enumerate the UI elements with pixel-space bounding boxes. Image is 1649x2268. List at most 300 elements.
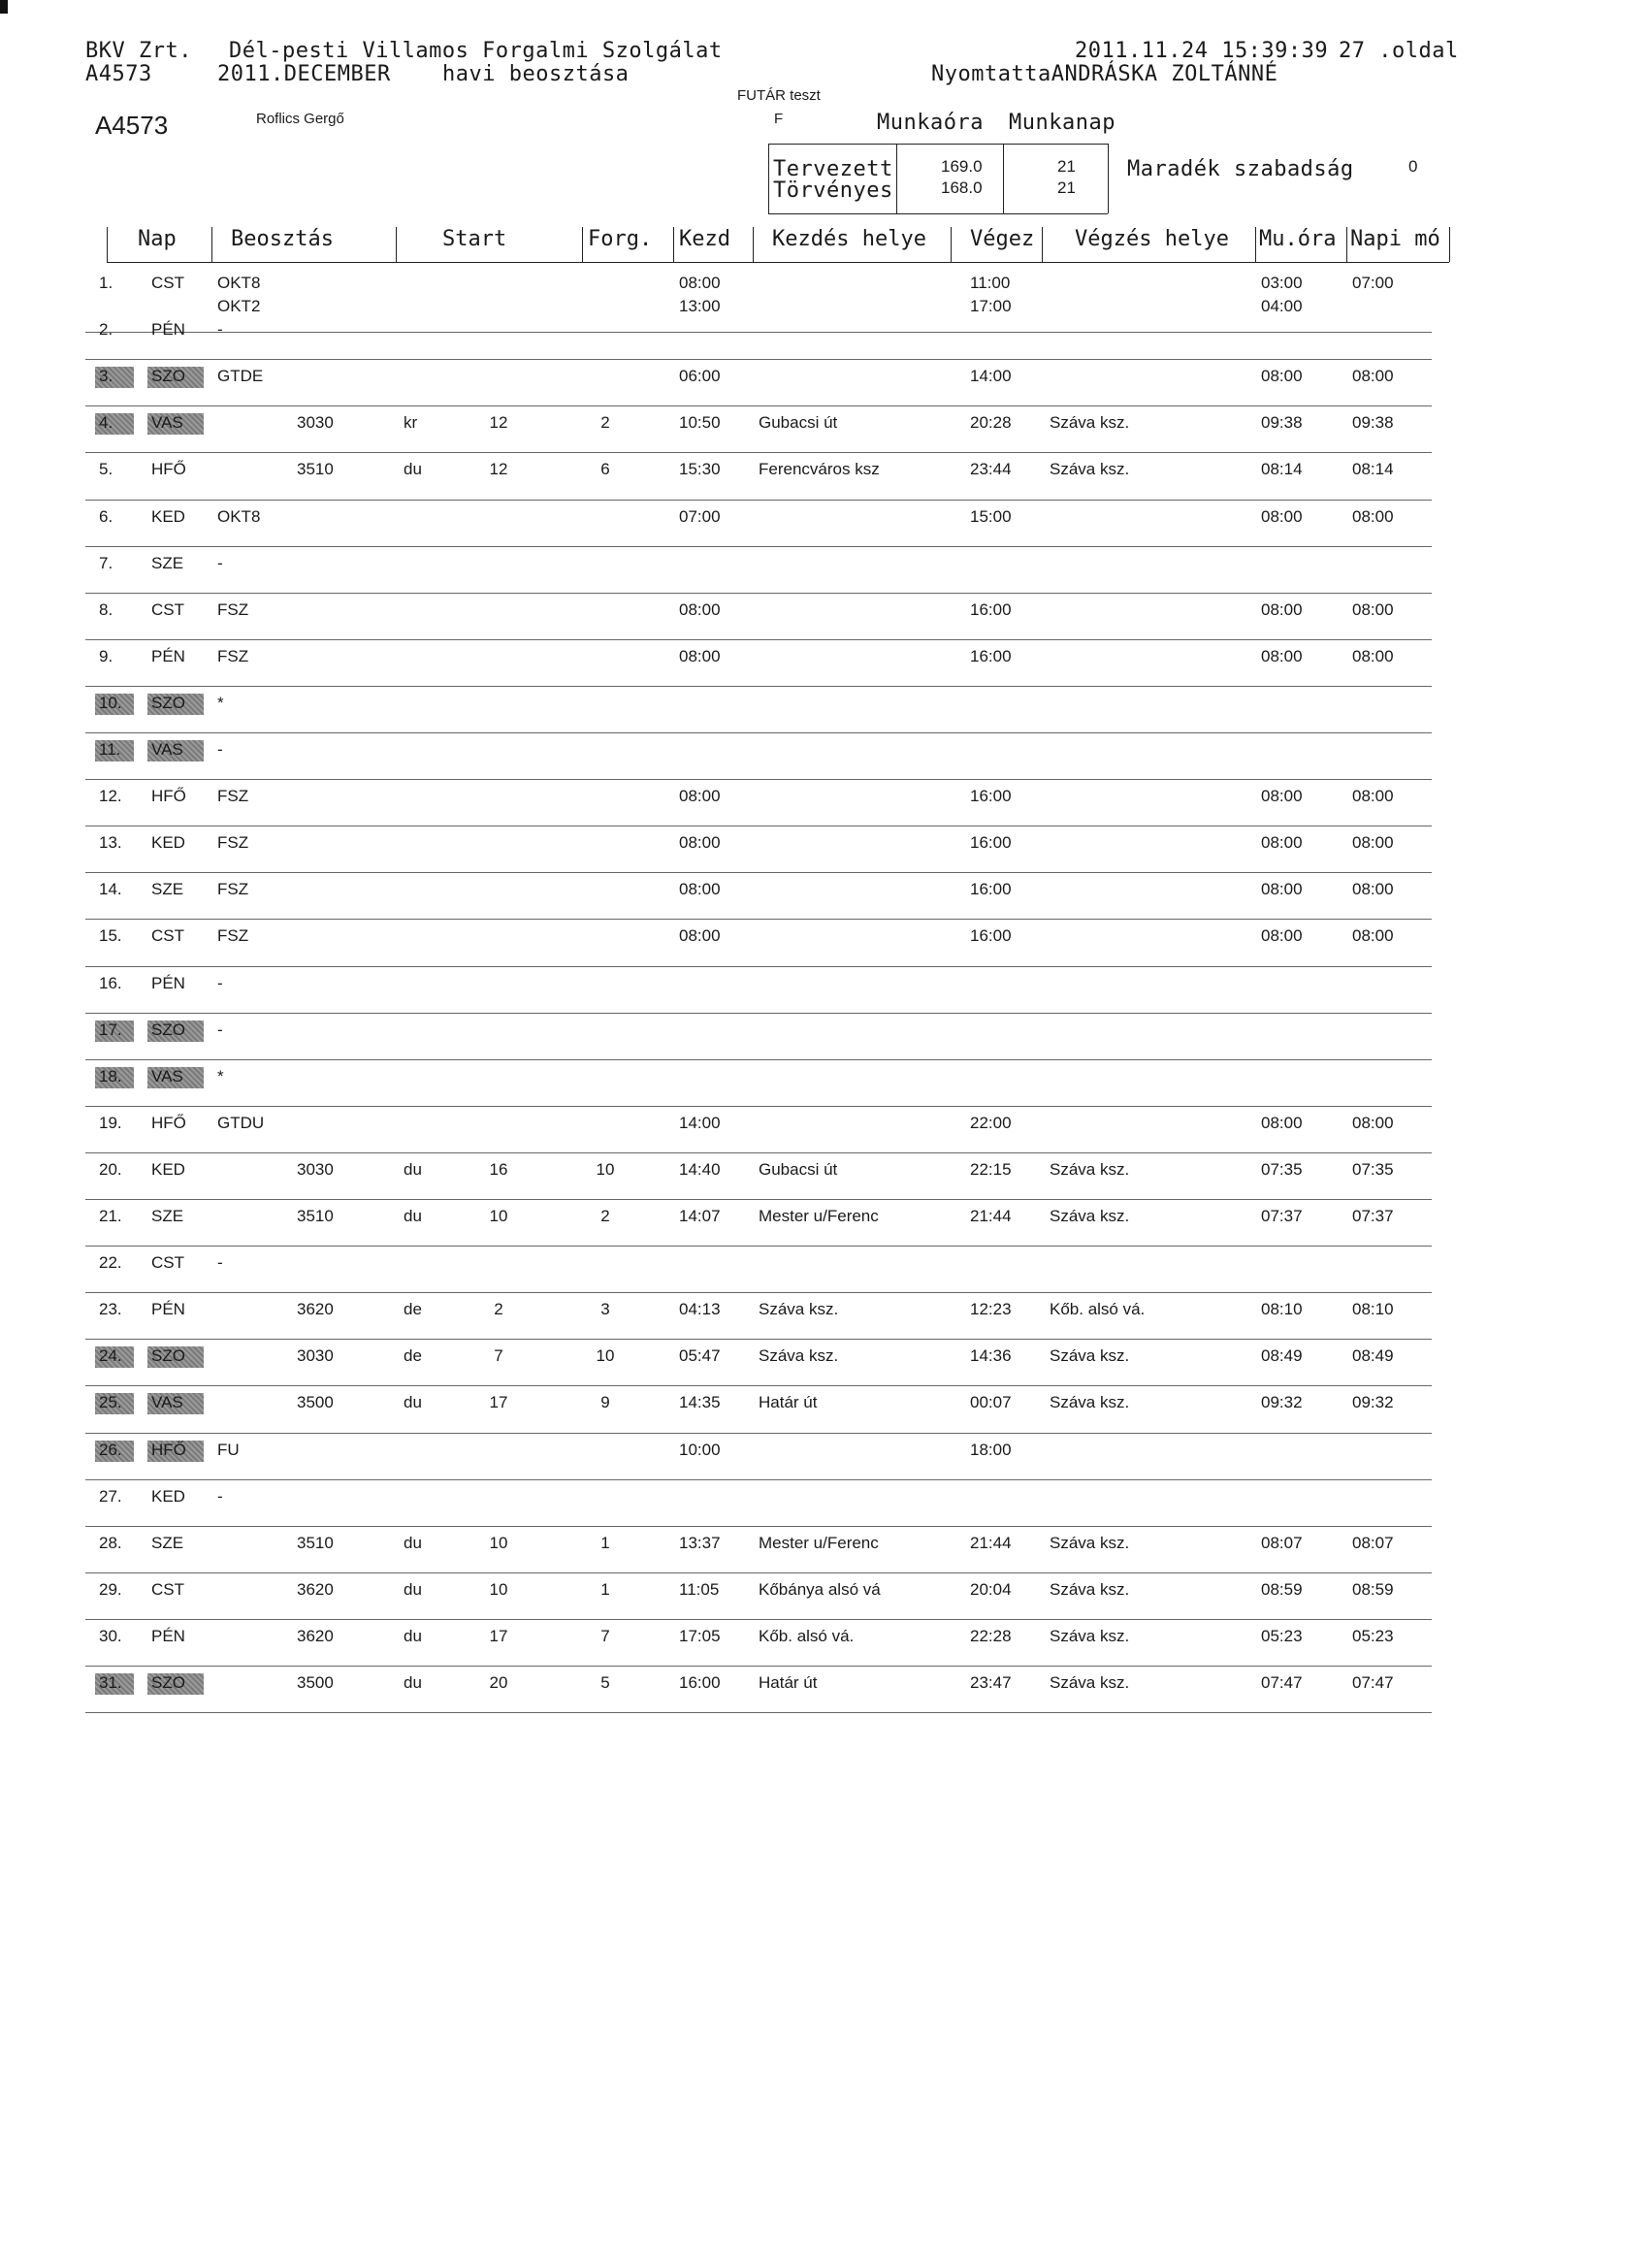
cell-napi-mo: 08:10 [1352, 1300, 1394, 1319]
cell-weekday: HFŐ [151, 787, 186, 806]
cell-mu-ora: 08:00 [1261, 367, 1303, 386]
row-separator [85, 1339, 1432, 1340]
cell-mu-ora: 07:37 [1261, 1207, 1303, 1225]
cell-kezdes-helye: Gubacsi út [759, 1159, 838, 1179]
cell-day-number: 20. [99, 1159, 122, 1179]
cell-vegez: 00:07 [970, 1393, 1012, 1412]
cell-kezd: 08:00 [679, 833, 721, 853]
cell-day-number: 19. [99, 1113, 122, 1132]
col-forg: Forg. [588, 227, 653, 251]
print-timestamp: 2011.11.24 15:39:39 [1075, 39, 1329, 63]
tervezett-nap: 21 [1057, 157, 1076, 176]
service-name: Dél-pesti Villamos Forgalmi Szolgálat [229, 39, 723, 63]
col-mu-ora: Mu.óra [1259, 227, 1337, 251]
row-separator [85, 1479, 1432, 1480]
cell-beosztas: OKT8 [217, 506, 261, 526]
cell-napi-mo: 07:37 [1352, 1207, 1394, 1225]
cell-start-number: 10 [489, 1579, 508, 1599]
cell-napi-mo: 07:47 [1352, 1673, 1394, 1692]
cell-vegzes-helye: Száva ksz. [1050, 1579, 1130, 1599]
cell-day-number: 27. [99, 1486, 122, 1506]
cell-forg: 10 [596, 1159, 615, 1179]
cell-vegez: 15:00 [970, 506, 1012, 526]
munkaora-label: Munkaóra [877, 111, 984, 135]
cell-napi-mo: 08:14 [1352, 460, 1394, 479]
cell-forg: 2 [600, 413, 610, 433]
cell-vegzes-helye: Száva ksz. [1050, 1346, 1130, 1366]
cell-kezd: 08:00 [679, 646, 721, 665]
cell-mu-ora: 09:32 [1261, 1393, 1303, 1412]
cell-start-number: 17 [489, 1626, 508, 1645]
cell-forg: 3 [600, 1300, 610, 1319]
cell-day-number: 11. [99, 740, 121, 759]
col-beosztas: Beosztás [231, 227, 334, 251]
cell-vegez: 16:00 [970, 599, 1012, 619]
cell-weekday: VAS [151, 1393, 183, 1412]
cell-day-number: 25. [99, 1393, 122, 1412]
cell-start-number: 10 [489, 1207, 508, 1225]
cell-weekday: SZO [151, 367, 185, 386]
cell-kezd: 08:00 [679, 926, 721, 946]
row-separator [85, 332, 1432, 333]
cell-kezd: 08:00 [679, 880, 721, 899]
cell-day-number: 31. [99, 1673, 122, 1692]
cell-weekday: SZE [151, 553, 184, 572]
col-vegzes-helye: Végzés helye [1075, 227, 1229, 251]
cell-beosztas: FSZ [217, 833, 249, 853]
cell-mu-ora: 08:00 [1261, 646, 1303, 665]
cell-mu-ora: 08:00 [1261, 787, 1303, 806]
cell-vegez: 14:36 [970, 1346, 1012, 1366]
cell-kezd: 14:00 [679, 1113, 721, 1132]
cell-start-route: 3030 [297, 1346, 334, 1366]
cell-napi-mo: 08:00 [1352, 646, 1394, 665]
cell-vegez: 12:23 [970, 1300, 1012, 1319]
cell-vegez: 11:00 [970, 274, 1011, 292]
cell-weekday: VAS [151, 413, 183, 433]
cell-napi-mo: 08:49 [1352, 1346, 1394, 1366]
row-separator [85, 1059, 1432, 1060]
cell-kezdes-helye: Ferencváros ksz [759, 460, 880, 479]
cell-weekday: VAS [151, 1066, 183, 1085]
cell-start-route: 3620 [297, 1579, 334, 1599]
cell-vegzes-helye: Száva ksz. [1050, 1673, 1130, 1692]
cell-mu-ora: 08:49 [1261, 1346, 1303, 1366]
cell-day-number: 10. [99, 693, 122, 712]
cell-kezd: 10:00 [679, 1440, 721, 1459]
cell-vegzes-helye: Kőb. alsó vá. [1050, 1300, 1146, 1319]
cell-kezdes-helye: Száva ksz. [759, 1346, 839, 1366]
cell-beosztas: - [217, 1486, 223, 1506]
cell-kezd: 08:00 [679, 599, 721, 619]
cell-weekday: PÉN [151, 646, 185, 665]
cell-weekday: KED [151, 506, 185, 526]
cell-vegzes-helye: Száva ksz. [1050, 1393, 1130, 1412]
cell-day-number: 15. [99, 926, 122, 946]
row-separator [85, 546, 1432, 547]
cell-kezd: 14:35 [679, 1393, 721, 1412]
cell-kezdes-helye: Kőb. alsó vá. [759, 1626, 855, 1645]
cell-weekday: PÉN [151, 1300, 185, 1319]
cell-start-number: 16 [489, 1159, 508, 1179]
cell-beosztas: - [217, 1253, 223, 1273]
cell-start-route: 3620 [297, 1300, 334, 1319]
cell-day-number: 7. [99, 553, 113, 572]
cell-kezd: 07:00 [679, 506, 721, 526]
cell-vegez: 16:00 [970, 926, 1012, 946]
cell-forg: 10 [596, 1346, 615, 1366]
cell-vegez: 21:44 [970, 1207, 1012, 1225]
cell-day-number: 16. [99, 973, 122, 992]
cell-weekday: CST [151, 1579, 184, 1599]
cell-kezd: 11:05 [679, 1579, 720, 1599]
cell-day-number: 21. [99, 1207, 122, 1225]
cell-start-shift: du [404, 1207, 422, 1225]
cell-napi-mo: 08:07 [1352, 1533, 1394, 1552]
cell-day-number: 4. [99, 413, 113, 433]
row-separator [85, 639, 1432, 640]
row-separator [85, 872, 1432, 873]
cell-start-route: 3510 [297, 460, 334, 479]
cell-mu-ora: 08:10 [1261, 1300, 1303, 1319]
cell-napi-mo: 08:00 [1352, 926, 1394, 946]
page-number: 27 .oldal [1339, 39, 1459, 63]
cell-vegzes-helye: Száva ksz. [1050, 413, 1130, 433]
cell-forg: 1 [600, 1579, 610, 1599]
cell-weekday: SZO [151, 693, 185, 712]
cell-weekday: SZE [151, 880, 184, 899]
cell-beosztas: - [217, 973, 223, 992]
cell-mu-ora: 07:47 [1261, 1673, 1303, 1692]
cell-start-shift: du [404, 1533, 422, 1552]
cell-mu-ora: 08:07 [1261, 1533, 1303, 1552]
cell-vegzes-helye: Száva ksz. [1050, 460, 1130, 479]
torvenyes-label: Törvényes [773, 178, 893, 203]
cell-kezd: 14:07 [679, 1207, 721, 1225]
scan-mark [0, 0, 8, 14]
cell-day-number: 17. [99, 1020, 122, 1039]
cell-mu-ora-2: 04:00 [1261, 297, 1303, 315]
cell-start-route: 3510 [297, 1207, 334, 1225]
cell-kezdes-helye: Határ út [759, 1393, 818, 1412]
cell-mu-ora: 08:00 [1261, 833, 1303, 853]
cell-mu-ora: 08:00 [1261, 1113, 1303, 1132]
cell-day-number: 12. [99, 787, 122, 806]
cell-weekday: SZO [151, 1346, 185, 1366]
cell-day-number: 3. [99, 367, 113, 386]
cell-mu-ora: 08:00 [1261, 506, 1303, 526]
cell-vegzes-helye: Száva ksz. [1050, 1207, 1130, 1225]
cell-beosztas: FSZ [217, 880, 249, 899]
cell-beosztas: GTDE [217, 367, 264, 386]
cell-vegez: 21:44 [970, 1533, 1012, 1552]
cell-kezdes-helye: Gubacsi út [759, 413, 838, 433]
col-kezdes-helye: Kezdés helye [772, 227, 926, 251]
cell-beosztas: - [217, 553, 223, 572]
cell-weekday: HFŐ [151, 1440, 186, 1459]
cell-start-number: 20 [489, 1673, 508, 1692]
cell-vegez-2: 17:00 [970, 297, 1012, 315]
cell-napi-mo: 08:59 [1352, 1579, 1394, 1599]
cell-day-number: 9. [99, 646, 113, 665]
row-separator [85, 452, 1432, 453]
row-separator [85, 1385, 1432, 1386]
col-vegez: Végez [970, 227, 1035, 251]
row-separator [85, 779, 1432, 780]
cell-forg: 9 [600, 1393, 610, 1412]
row-separator [85, 1199, 1432, 1200]
cell-mu-ora: 08:59 [1261, 1579, 1303, 1599]
cell-kezd: 06:00 [679, 367, 721, 386]
cell-napi-mo: 08:00 [1352, 787, 1394, 806]
cell-mu-ora: 08:00 [1261, 926, 1303, 946]
schedule-label: havi beosztása [442, 62, 630, 86]
cell-vegzes-helye: Száva ksz. [1050, 1626, 1130, 1645]
cell-vegez: 18:00 [970, 1440, 1012, 1459]
cell-day-number: 26. [99, 1440, 122, 1459]
cell-mu-ora: 08:14 [1261, 460, 1303, 479]
cell-start-shift: de [404, 1300, 422, 1319]
cell-start-shift: de [404, 1346, 422, 1366]
row-separator [85, 966, 1432, 967]
row-separator [85, 593, 1432, 594]
row-separator [85, 1572, 1432, 1573]
cell-beosztas: GTDU [217, 1113, 265, 1132]
cell-day-number: 29. [99, 1579, 122, 1599]
row-separator [85, 500, 1432, 501]
cell-kezd: 15:30 [679, 460, 721, 479]
cell-kezdes-helye: Határ út [759, 1673, 818, 1692]
cell-beosztas: - [217, 740, 223, 759]
row-separator [85, 1013, 1432, 1014]
cell-day-number: 23. [99, 1300, 122, 1319]
cell-day-number: 6. [99, 506, 113, 526]
cell-napi-mo: 07:35 [1352, 1159, 1394, 1179]
cell-start-shift: du [404, 1626, 422, 1645]
cell-napi-mo: 08:00 [1352, 880, 1394, 899]
id-code: A4573 [85, 62, 152, 86]
cell-vegez: 14:00 [970, 367, 1012, 386]
cell-kezd: 04:13 [679, 1300, 721, 1319]
cell-kezd: 14:40 [679, 1159, 721, 1179]
f-label: F [774, 111, 784, 127]
month-label: 2011.DECEMBER [217, 62, 391, 86]
cell-day-number: 24. [99, 1346, 122, 1366]
cell-kezd: 13:37 [679, 1533, 721, 1552]
cell-day-number: 13. [99, 833, 122, 853]
cell-weekday: SZE [151, 1207, 184, 1225]
row-separator [85, 1152, 1432, 1153]
cell-start-shift: kr [404, 413, 418, 433]
cell-weekday: PÉN [151, 1626, 185, 1645]
cell-start-number: 2 [494, 1300, 503, 1319]
cell-vegzes-helye: Száva ksz. [1050, 1159, 1130, 1179]
cell-start-shift: du [404, 1159, 422, 1179]
cell-weekday: KED [151, 833, 185, 853]
cell-mu-ora: 03:00 [1261, 274, 1303, 292]
cell-napi-mo: 08:00 [1352, 367, 1394, 386]
cell-kezd-2: 13:00 [679, 297, 721, 315]
futar-label: FUTÁR teszt [737, 87, 821, 104]
cell-start-number: 10 [489, 1533, 508, 1552]
cell-vegez: 16:00 [970, 646, 1012, 665]
cell-day-number: 22. [99, 1253, 122, 1273]
tervezett-ora: 169.0 [941, 157, 983, 176]
cell-day-number: 2. [99, 320, 113, 340]
cell-napi-mo: 08:00 [1352, 599, 1394, 619]
cell-vegez: 23:44 [970, 460, 1012, 479]
cell-kezdes-helye: Mester u/Ferenc [759, 1207, 879, 1225]
cell-weekday: PÉN [151, 973, 185, 992]
cell-day-number: 30. [99, 1626, 122, 1645]
cell-mu-ora: 07:35 [1261, 1159, 1303, 1179]
cell-beosztas: FSZ [217, 926, 249, 946]
cell-start-route: 3500 [297, 1393, 334, 1412]
cell-kezdes-helye: Kőbánya alsó vá [759, 1579, 881, 1599]
cell-start-shift: du [404, 460, 422, 479]
cell-weekday: PÉN [151, 320, 185, 340]
cell-vegez: 20:28 [970, 413, 1012, 433]
col-start: Start [442, 227, 507, 251]
cell-beosztas: OKT8 [217, 274, 261, 292]
row-separator [85, 1292, 1432, 1293]
cell-start-route: 3500 [297, 1673, 334, 1692]
cell-kezd: 10:50 [679, 413, 721, 433]
row-separator [85, 1526, 1432, 1527]
cell-day-number: 18. [99, 1066, 122, 1085]
cell-vegez: 22:28 [970, 1626, 1012, 1645]
cell-vegez: 23:47 [970, 1673, 1012, 1692]
cell-day-number: 28. [99, 1533, 122, 1552]
cell-vegzes-helye: Száva ksz. [1050, 1533, 1130, 1552]
cell-beosztas: - [217, 1020, 223, 1039]
cell-beosztas: FU [217, 1440, 240, 1459]
cell-day-number: 14. [99, 880, 122, 899]
cell-start-shift: du [404, 1393, 422, 1412]
cell-weekday: CST [151, 926, 184, 946]
cell-start-number: 17 [489, 1393, 508, 1412]
cell-napi-mo: 05:23 [1352, 1626, 1394, 1645]
torvenyes-ora: 168.0 [941, 178, 983, 197]
cell-mu-ora: 09:38 [1261, 413, 1303, 433]
cell-forg: 5 [600, 1673, 610, 1692]
cell-napi-mo: 08:00 [1352, 506, 1394, 526]
row-separator [85, 1246, 1432, 1247]
cell-beosztas: * [217, 1066, 224, 1085]
col-kezd: Kezd [679, 227, 730, 251]
torvenyes-nap: 21 [1057, 178, 1076, 197]
cell-weekday: CST [151, 274, 184, 292]
cell-kezd: 17:05 [679, 1626, 721, 1645]
cell-forg: 1 [600, 1533, 610, 1552]
cell-beosztas: FSZ [217, 787, 249, 806]
row-separator [85, 732, 1432, 733]
cell-start-number: 12 [489, 413, 508, 433]
row-separator [85, 1619, 1432, 1620]
printed-by: NyomtattaANDRÁSKA ZOLTÁNNÉ [931, 62, 1278, 86]
cell-vegez: 16:00 [970, 880, 1012, 899]
cell-vegez: 16:00 [970, 833, 1012, 853]
cell-weekday: HFŐ [151, 460, 186, 479]
cell-napi-mo: 09:32 [1352, 1393, 1394, 1412]
cell-beosztas: FSZ [217, 599, 249, 619]
cell-start-route: 3030 [297, 1159, 334, 1179]
maradek-value: 0 [1408, 157, 1418, 176]
cell-vegez: 16:00 [970, 787, 1012, 806]
row-separator [85, 405, 1432, 406]
cell-forg: 2 [600, 1207, 610, 1225]
cell-vegez: 22:15 [970, 1159, 1012, 1179]
cell-kezd: 16:00 [679, 1673, 721, 1692]
company-name: BKV Zrt. [85, 39, 192, 63]
cell-kezdes-helye: Mester u/Ferenc [759, 1533, 879, 1552]
cell-beosztas: FSZ [217, 646, 249, 665]
munkanap-label: Munkanap [1009, 111, 1116, 135]
row-separator [85, 1712, 1432, 1713]
cell-weekday: VAS [151, 740, 183, 759]
employee-name: Roflics Gergő [256, 111, 344, 127]
cell-weekday: HFŐ [151, 1113, 186, 1132]
cell-start-shift: du [404, 1673, 422, 1692]
cell-kezdes-helye: Száva ksz. [759, 1300, 839, 1319]
id-big: A4573 [95, 111, 169, 140]
cell-mu-ora: 05:23 [1261, 1626, 1303, 1645]
row-separator [85, 686, 1432, 687]
cell-vegez: 22:00 [970, 1113, 1012, 1132]
maradek-label: Maradék szabadság [1127, 157, 1354, 181]
col-napi-mo: Napi mó [1350, 227, 1440, 251]
tervezett-label: Tervezett [773, 157, 893, 181]
cell-napi-mo: 08:00 [1352, 833, 1394, 853]
row-separator [85, 919, 1432, 920]
cell-kezd: 08:00 [679, 787, 721, 806]
row-separator [85, 1433, 1432, 1434]
cell-weekday: CST [151, 1253, 184, 1273]
cell-napi-mo: 08:00 [1352, 1113, 1394, 1132]
row-separator [85, 1106, 1432, 1107]
cell-forg: 6 [600, 460, 610, 479]
cell-mu-ora: 08:00 [1261, 599, 1303, 619]
cell-mu-ora: 08:00 [1261, 880, 1303, 899]
row-separator [85, 359, 1432, 360]
cell-start-shift: du [404, 1579, 422, 1599]
cell-weekday: SZO [151, 1673, 185, 1692]
cell-beosztas: - [217, 320, 223, 340]
row-separator [85, 1666, 1432, 1667]
cell-beosztas: * [217, 693, 224, 712]
cell-weekday: CST [151, 599, 184, 619]
cell-napi-mo: 07:00 [1352, 274, 1394, 292]
cell-start-number: 12 [489, 460, 508, 479]
cell-weekday: KED [151, 1486, 185, 1506]
cell-napi-mo: 09:38 [1352, 413, 1394, 433]
cell-day-number: 8. [99, 599, 113, 619]
cell-start-number: 7 [494, 1346, 503, 1366]
cell-day-number: 1. [99, 274, 113, 292]
cell-forg: 7 [600, 1626, 610, 1645]
cell-start-route: 3030 [297, 413, 334, 433]
cell-day-number: 5. [99, 460, 113, 479]
cell-vegez: 20:04 [970, 1579, 1012, 1599]
col-nap: Nap [138, 227, 177, 251]
cell-weekday: SZO [151, 1020, 185, 1039]
cell-weekday: KED [151, 1159, 185, 1179]
cell-start-route: 3510 [297, 1533, 334, 1552]
cell-beosztas-2: OKT2 [217, 297, 261, 315]
cell-kezd: 08:00 [679, 274, 721, 292]
cell-kezd: 05:47 [679, 1346, 721, 1366]
cell-start-route: 3620 [297, 1626, 334, 1645]
